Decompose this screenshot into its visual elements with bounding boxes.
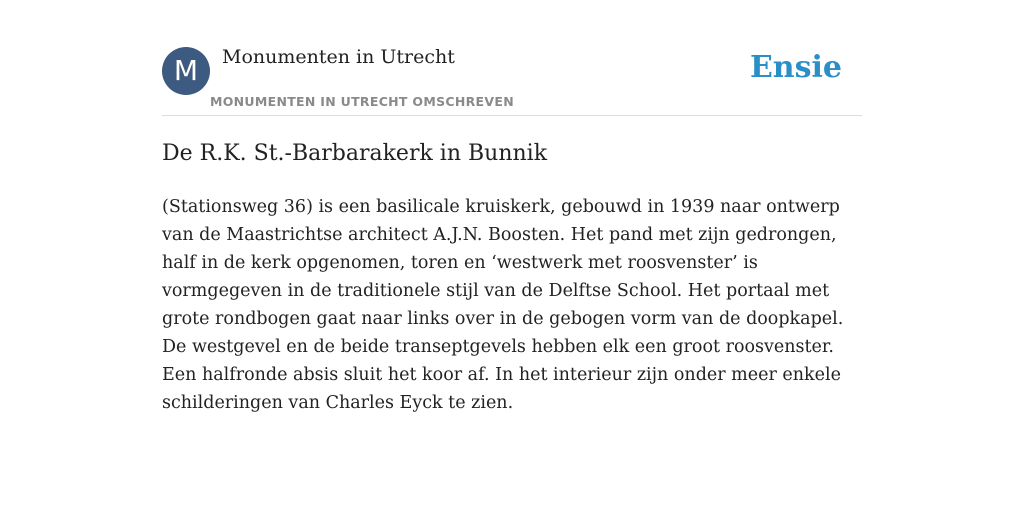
entry-title: De R.K. St.-Barbarakerk in Bunnik xyxy=(162,141,548,166)
entry-body: (Stationsweg 36) is een basilicale kruiskerk, gebouwd in 1939 naar ontwerp van de Maastrichtse architect A.J.N. Boosten. Het pand met zijn gedrongen, half in de kerk opgenomen, toren en ‘westwerk met roosvenster’ is vormgegeven in de traditionele stijl van de Delftse School. Het portaal met grote rondbogen gaat naar links over in de gebogen vorm van de doopkapel. De westgevel en de beide transeptgevels hebben elk een groot roosvenster. Een halfronde absis sluit het koor af. In het interieur zijn onder meer enkele schilderingen van Charles Eyck te zien. xyxy=(162,197,844,413)
ensie-logo-link[interactable]: Ensie xyxy=(749,50,842,85)
book-title-link[interactable]: Monumenten in Utrecht xyxy=(222,46,455,68)
header xyxy=(162,46,862,116)
header-divider xyxy=(162,115,862,116)
book-subtitle: MONUMENTEN IN UTRECHT OMSCHREVEN xyxy=(210,94,514,109)
avatar[interactable]: M xyxy=(162,47,210,95)
